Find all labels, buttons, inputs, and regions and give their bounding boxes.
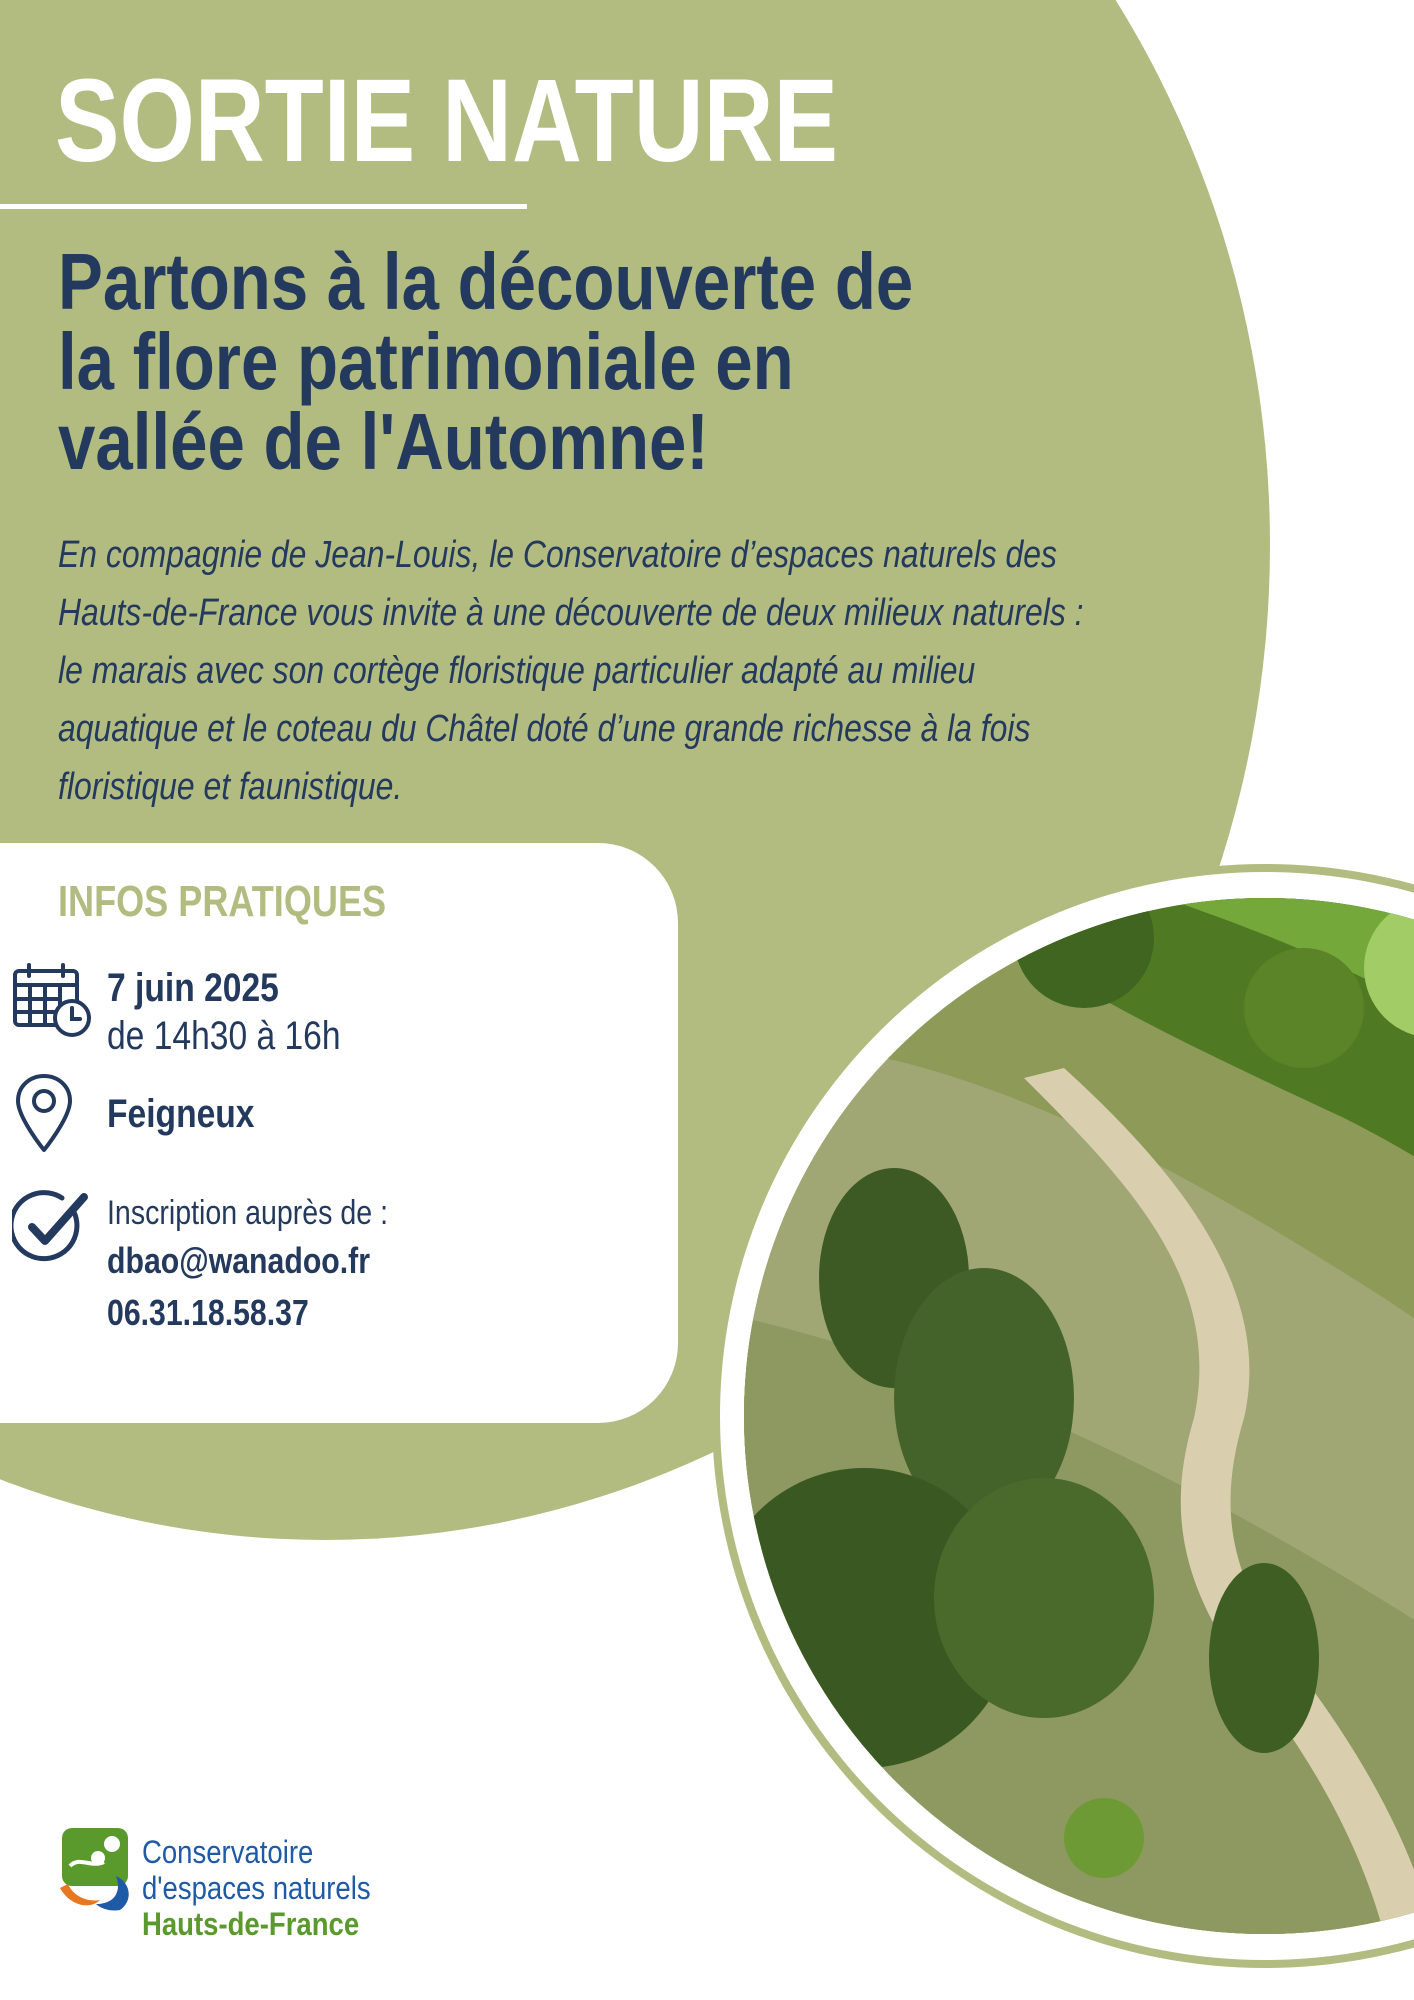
event-date: 7 juin 2025: [107, 966, 279, 1010]
info-card: [0, 843, 678, 1423]
calendar-clock-icon: [12, 962, 92, 1038]
conservatoire-logo-mark: [60, 1826, 136, 1912]
event-time: de 14h30 à 16h: [107, 1014, 341, 1058]
event-description: [58, 526, 1234, 816]
header-kicker: SORTIE NATURE: [55, 55, 839, 187]
logo-line-1: Conservatoire: [142, 1834, 314, 1870]
page-title-line: la flore patrimoniale en: [58, 317, 794, 406]
description-line: Hauts-de-France vous invite à une découverte de deux milieux naturels :: [58, 592, 1084, 634]
page-title-line: vallée de l'Automne!: [58, 397, 709, 486]
registration-phone[interactable]: 06.31.18.58.37: [107, 1292, 309, 1333]
check-circle-icon: [12, 1190, 92, 1266]
info-heading: INFOS PRATIQUES: [58, 877, 387, 926]
registration-email[interactable]: dbao@wanadoo.fr: [107, 1240, 371, 1281]
header-divider: [0, 204, 527, 209]
logo-line-2: d'espaces naturels: [142, 1870, 371, 1906]
event-location: Feigneux: [107, 1092, 255, 1136]
description-line: floristique et faunistique.: [58, 766, 403, 808]
map-pin-icon: [14, 1072, 74, 1154]
description-line: aquatique et le coteau du Châtel doté d’une grande richesse à la fois: [58, 708, 1031, 750]
page-title: [58, 237, 1066, 486]
registration-label: Inscription auprès de :: [107, 1194, 389, 1232]
logo-line-3: Hauts-de-France: [142, 1906, 360, 1942]
description-line: le marais avec son cortège floristique particulier adapté au milieu: [58, 650, 976, 692]
description-line: En compagnie de Jean-Louis, le Conservatoire d’espaces naturels des: [58, 534, 1057, 576]
page-title-line: Partons à la découverte de: [58, 237, 914, 326]
